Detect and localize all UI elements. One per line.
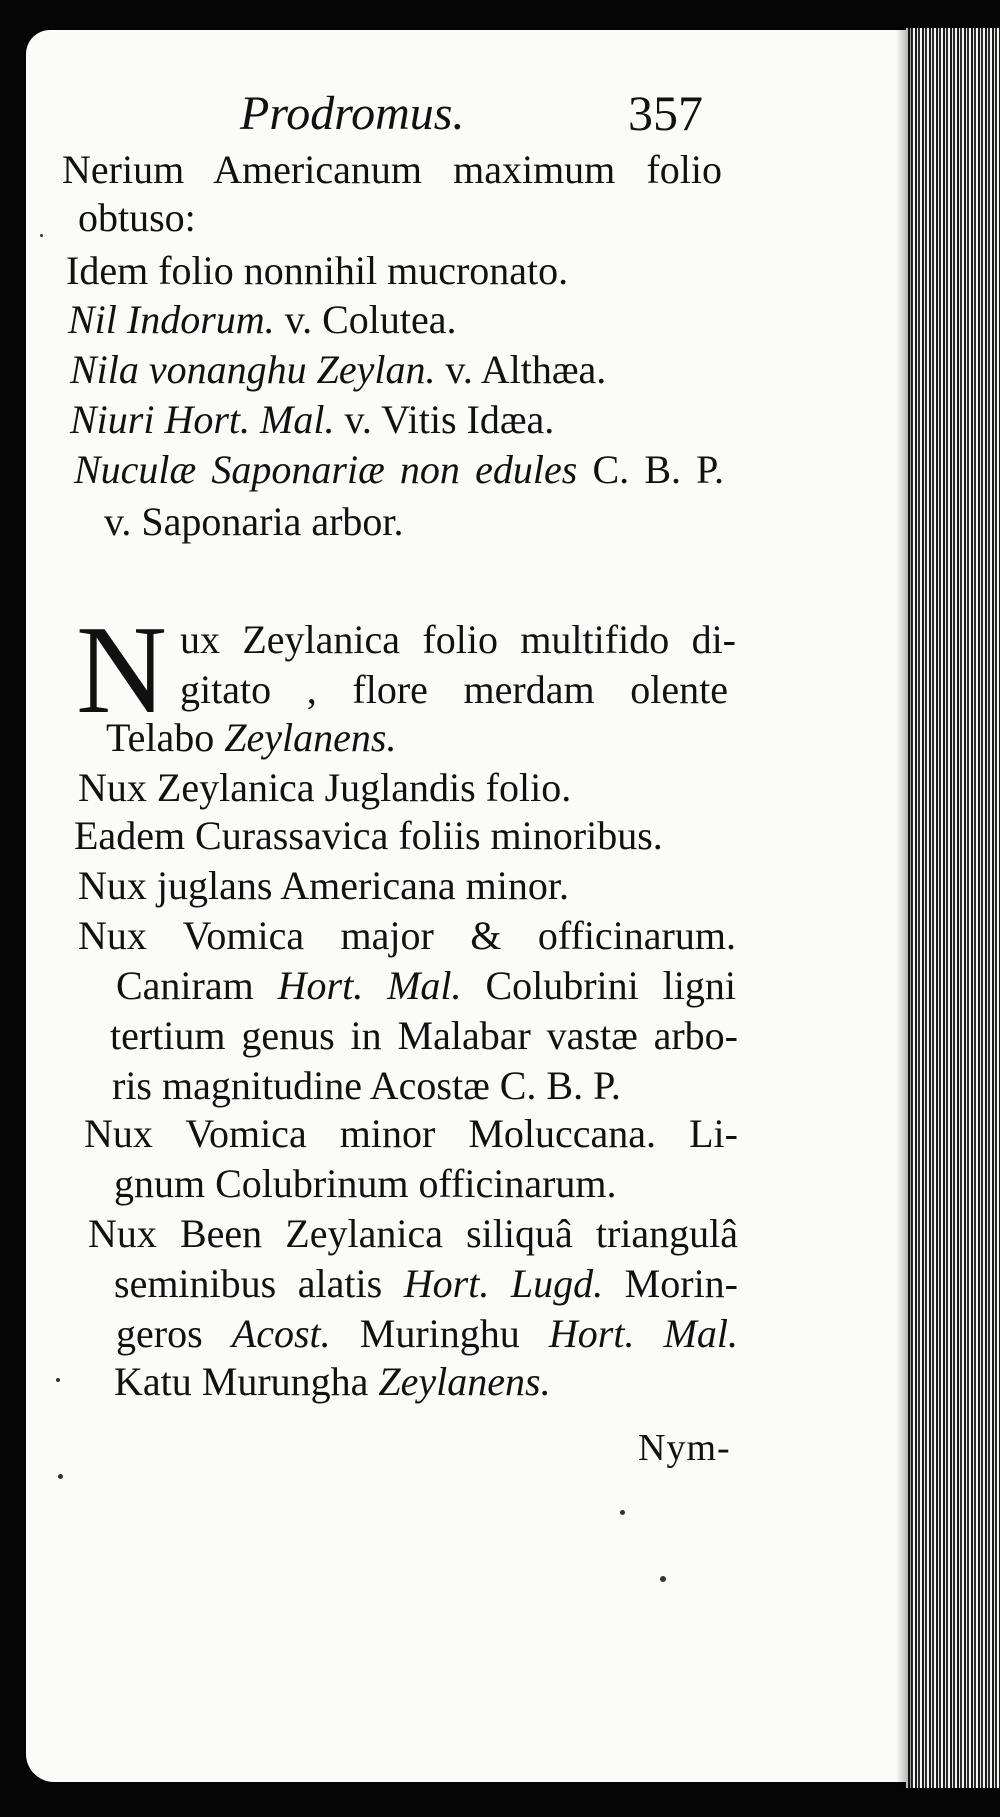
entry-line: obtuso: <box>78 195 196 240</box>
entry-line: Caniram Hort. Mal. Colubrini ligni <box>116 963 737 1008</box>
entry-line: Nux juglans Americana minor. <box>78 863 570 908</box>
entry-line: Nuculæ Saponariæ non edules C. B. P. <box>74 447 724 492</box>
entry-line: gitato , flore merdam olente <box>180 667 728 712</box>
entry-line: gnum Colubrinum officinarum. <box>114 1161 617 1206</box>
scan-speck <box>660 1576 666 1582</box>
entry-line: Idem folio nonnihil mucronato. <box>66 248 569 293</box>
scan-speck <box>40 234 43 237</box>
catchword: Nym- <box>638 1427 731 1469</box>
entry-line: Nux Been Zeylanica siliquâ triangulâ <box>88 1211 738 1256</box>
entry-line: Nux Zeylanica Juglandis folio. <box>78 765 572 810</box>
entry-line: seminibus alatis Hort. Lugd. Morin- <box>114 1261 738 1306</box>
gutter-shadow <box>896 28 912 1788</box>
entry-line: Nux Vomica major & officinarum. <box>78 913 736 958</box>
entry-line: Nerium Americanum maximum folio <box>62 147 722 192</box>
entry-line: Niuri Hort. Mal. v. Vitis Idæa. <box>70 397 555 442</box>
running-header: Prodromus. <box>240 87 465 140</box>
entry-line: ris magnitudine Acostæ C. B. P. <box>112 1063 621 1108</box>
entry-line: Nil Indorum. v. Colutea. <box>68 297 457 342</box>
entry-line: Nila vonanghu Zeylan. v. Althæa. <box>70 347 607 392</box>
scan-speck <box>56 1378 60 1382</box>
entry-line: Nux Vomica minor Moluccana. Li- <box>84 1111 738 1156</box>
page-edges <box>906 28 1000 1788</box>
entry-line: Katu Murungha Zeylanens. <box>114 1359 551 1404</box>
scan-speck <box>58 1474 63 1479</box>
drop-cap: N <box>76 601 167 740</box>
entry-line: geros Acost. Muringhu Hort. Mal. <box>116 1311 739 1356</box>
entry-line: v. Saponaria arbor. <box>104 499 404 544</box>
entry-line: tertium genus in Malabar vastæ arbo- <box>110 1013 738 1058</box>
entry-line: Eadem Curassavica foliis minoribus. <box>74 813 663 858</box>
entry-line: ux Zeylanica folio multifido di- <box>180 617 736 662</box>
scan-speck <box>620 1510 625 1515</box>
page-number: 357 <box>628 85 703 141</box>
entry-line: Telabo Zeylanens. <box>106 715 397 760</box>
